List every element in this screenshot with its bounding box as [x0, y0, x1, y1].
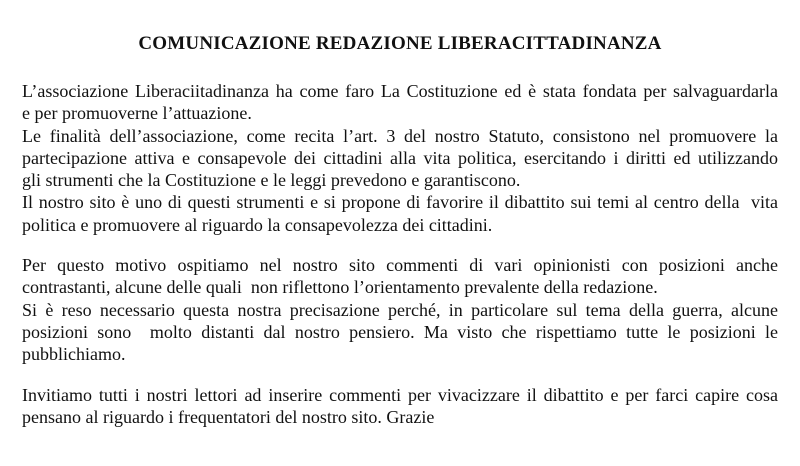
text-line: Il nostro sito è uno di questi strumenti e si propone di favorire il dibattito sui temi al centro della vita — [22, 192, 778, 213]
text-line: partecipazione attiva e consapevole dei cittadini alla vita politica, esercitando i diritti ed utilizzando — [22, 147, 778, 168]
text-line: Invitiamo tutti i nostri lettori ad inserire commenti per vivacizzare il dibattito e per farci capire cosa — [22, 384, 778, 405]
text-line: gli strumenti che la Costituzione e le leggi prevedono e garantiscono. — [22, 170, 521, 191]
text-line: e per promuoverne l’attuazione. — [22, 103, 252, 124]
document-title: COMUNICAZIONE REDAZIONE LIBERACITTADINANZA — [138, 33, 662, 54]
paragraph — [22, 254, 778, 299]
text-block — [22, 80, 778, 236]
paragraph — [22, 80, 778, 125]
text-line: Si è reso necessario questa nostra precisazione perché, in particolare sul tema della guerra, alcune — [22, 299, 778, 320]
text-block — [22, 254, 778, 365]
text-line: politica e promuovere al riguardo la consapevolezza dei cittadini. — [22, 214, 493, 235]
text-line: Per questo motivo ospitiamo nel nostro sito commenti di vari opinionisti con posizioni anche — [22, 255, 778, 276]
paragraph — [22, 125, 778, 192]
paragraph — [22, 299, 778, 366]
text-line: posizioni sono molto distanti dal nostro pensiero. Ma visto che rispettiamo tutte le posizioni le — [22, 321, 778, 342]
paragraph — [22, 191, 778, 236]
text-line: contrastanti, alcune delle quali non riflettono l’orientamento prevalente della redazione. — [22, 277, 658, 298]
text-line: pensano al riguardo i frequentatori del nostro sito. Grazie — [22, 406, 435, 427]
text-line: Le finalità dell’associazione, come recita l’art. 3 del nostro Statuto, consistono nel promuovere la — [22, 125, 778, 146]
text-line: pubblichiamo. — [22, 344, 126, 365]
paragraph — [22, 384, 778, 429]
document-body — [22, 80, 778, 428]
text-line: L’associazione Liberaciitadinanza ha come faro La Costituzione ed è stata fondata per salvaguardarla — [22, 81, 778, 101]
text-block — [22, 384, 778, 429]
